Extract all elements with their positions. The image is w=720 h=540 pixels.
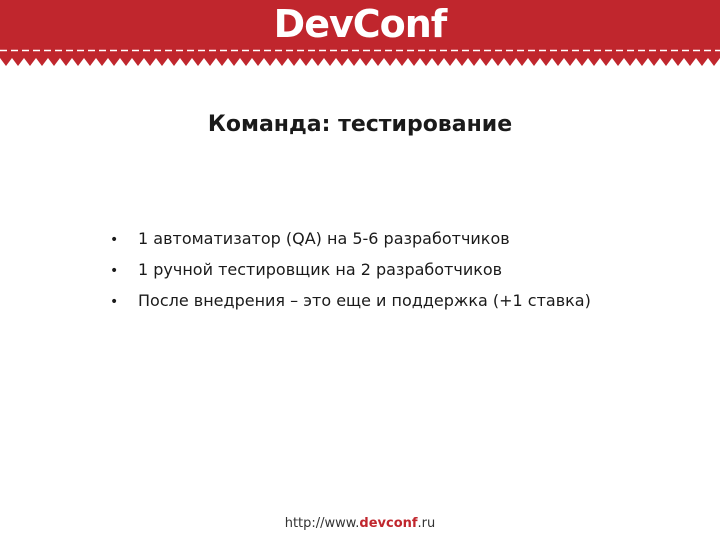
bullet-mark: • [110,294,119,310]
bullet-text: После внедрения – это еще и поддержка (+1 ставка) [138,291,591,310]
list-item [110,255,591,286]
url-suffix: .ru [417,516,436,531]
bullet-mark: • [110,232,119,248]
bullet-mark: • [110,263,119,279]
devconf-logo: DevConf [273,2,447,46]
bullet-text: 1 автоматизатор (QA) на 5-6 разработчиков [138,229,510,248]
list-item [110,224,591,255]
list-item [110,286,591,317]
slide-title: Команда: тестирование [207,112,513,137]
footer-url[interactable] [0,516,720,531]
url-prefix: http://www. [284,516,360,531]
header-band [0,0,720,66]
bullet-text: 1 ручной тестировщик на 2 разработчиков [138,260,503,279]
url-domain: devconf [359,516,418,531]
bullet-list [110,224,591,317]
